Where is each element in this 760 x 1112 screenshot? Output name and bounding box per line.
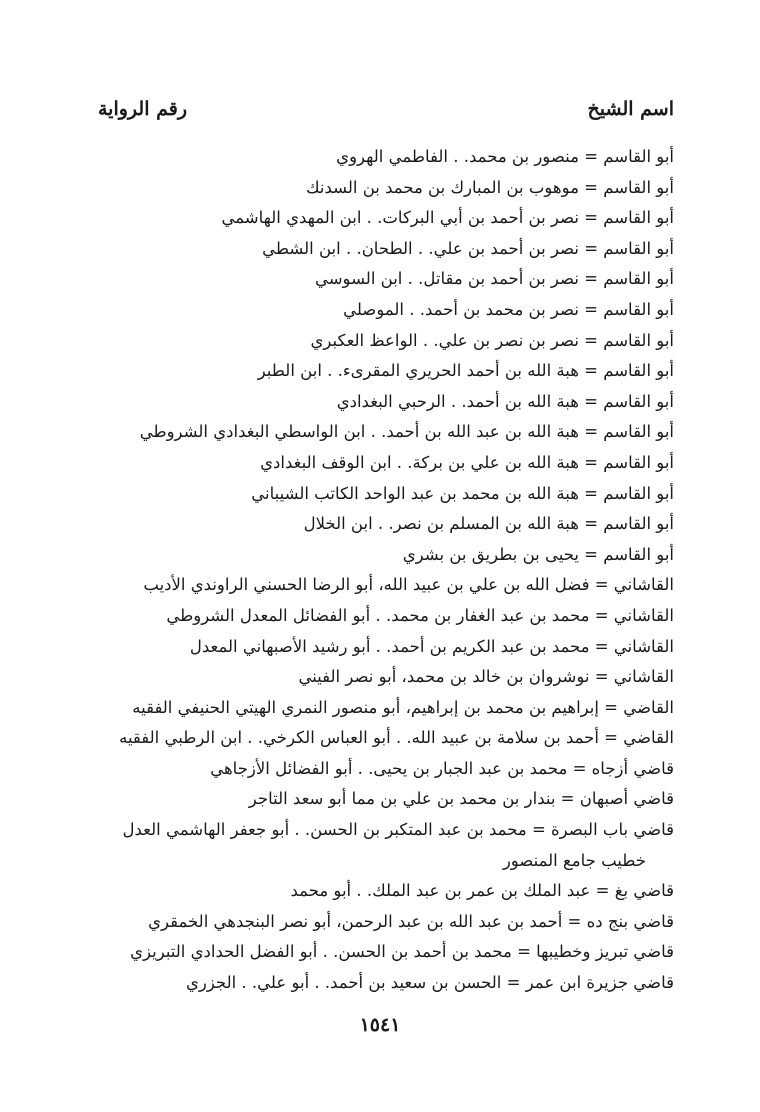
list-item: القاضي = أحمد بن سلامة بن عبيد الله. . أبو العباس الكرخي. . ابن الرطبي الفقيه: [119, 728, 674, 748]
header-sheikh-name: اسم الشيخ: [587, 98, 674, 120]
list-item: أبو القاسم = نصر بن أحمد بن علي. . الطحان. . ابن الشطي: [262, 238, 674, 258]
list-item: أبو القاسم = هبة الله بن أحمد الحريري المقرىء. . ابن الطبر: [257, 361, 674, 381]
list-item: أبو القاسم = نصر بن محمد بن أحمد. . الموصلي: [343, 299, 674, 319]
list-item: قاضي بنج ده = أحمد بن عبد الله بن عبد الرحمن، أبو نصر البنجدهي الخمقري: [148, 911, 674, 931]
list-item-line-1: قاضي باب البصرة = محمد بن عبد المتكبر بن الحسن. . أبو جعفر الهاشمي العدل: [122, 820, 674, 840]
list-item: أبو القاسم = هبة الله بن محمد بن عبد الواحد الكاتب الشيباني: [251, 483, 674, 503]
list-item: القاضي = إبراهيم بن محمد بن إبراهيم، أبو منصور النمري الهيتي الحنيفي الفقيه: [132, 697, 674, 717]
list-item: أبو القاسم = هبة الله بن أحمد. . الرحبي البغدادي: [336, 391, 674, 411]
list-item: القاشاني = فضل الله بن علي بن عبيد الله، أبو الرضا الحسني الراوندي الأديب: [143, 575, 674, 595]
list-item: أبو القاسم = هبة الله بن عبد الله بن أحمد. . ابن الواسطي البغدادي الشروطي: [139, 422, 674, 442]
list-item: أبو القاسم = منصور بن محمد. . الفاطمي الهروي: [336, 147, 674, 166]
list-item: قاضي أزجاه = محمد بن عبد الجبار بن يحيى. . أبو الفضائل الأزجاهي: [210, 758, 674, 778]
list-item: القاشاني = محمد بن عبد الكريم بن أحمد. . أبو رشيد الأصبهاني المعدل: [189, 636, 674, 656]
list-item: قاضي جزيرة ابن عمر = الحسن بن سعيد بن أحمد. . أبو علي. . الجزري: [185, 973, 674, 993]
list-item-wrapped: [74, 815, 674, 876]
list-item: قاضي أصبهان = بندار بن محمد بن علي بن مما أبو سعد التاجر: [248, 789, 674, 809]
sheikh-list: [74, 142, 674, 999]
list-item: أبو القاسم = هبة الله بن المسلم بن نصر. . ابن الخلال: [303, 514, 674, 534]
header-narration-number: رقم الرواية: [98, 98, 187, 120]
list-item: أبو القاسم = نصر بن نصر بن علي. . الواعظ العكبري: [310, 330, 674, 350]
list-item-line-2: خطيب جامع المنصور: [502, 850, 646, 870]
list-item: أبو القاسم = نصر بن أحمد بن مقاتل. . ابن السوسي: [314, 269, 674, 289]
list-item: أبو القاسم = يحيى بن بطريق بن بشري: [402, 544, 674, 564]
column-header: [98, 98, 674, 132]
list-item: أبو القاسم = موهوب بن المبارك بن محمد بن السدنك: [305, 177, 674, 197]
list-item: القاشاني = محمد بن عبد الغفار بن محمد. . أبو الفضائل المعدل الشروطي: [166, 605, 674, 625]
page-number: ١٥٤١: [359, 1014, 401, 1036]
list-item: القاشاني = نوشروان بن خالد بن محمد، أبو نصر الفيني: [298, 667, 674, 687]
list-item: أبو القاسم = نصر بن أحمد بن أبي البركات. . ابن المهدي الهاشمي: [221, 208, 674, 228]
list-item: أبو القاسم = هبة الله بن علي بن بركة. . ابن الوقف البغدادي: [260, 452, 674, 472]
list-item: قاضي بغ = عبد الملك بن عمر بن عبد الملك. . أبو محمد: [290, 881, 674, 901]
list-item: قاضي تبريز وخطيبها = محمد بن أحمد بن الحسن. . أبو الفضل الحدادي التبريزي: [130, 942, 674, 962]
